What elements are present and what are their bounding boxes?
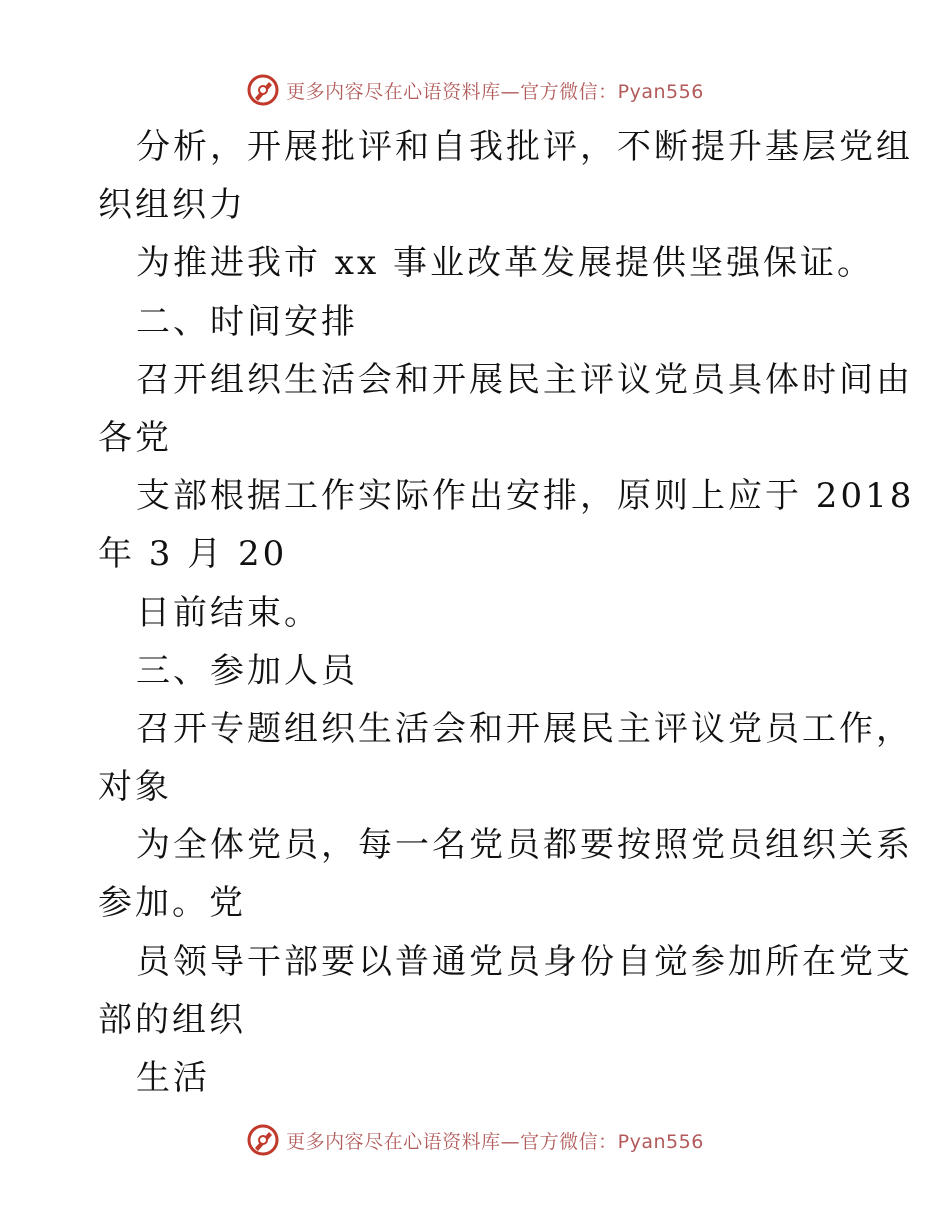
- body-text: [98, 118, 915, 1107]
- text-line: 部的组织: [98, 999, 246, 1040]
- text-line: 年 3 月 20: [98, 534, 288, 575]
- text-line: 织组织力: [98, 185, 246, 226]
- pen-logo-icon: [246, 73, 280, 107]
- text-line: 召开专题组织生活会和开展民主评议党员工作，: [136, 708, 913, 749]
- text-line: 为推进我市 xx 事业改革发展提供坚强保证。: [136, 243, 874, 284]
- text-line: 员领导干部要以普通党员身份自觉参加所在党支: [136, 941, 913, 982]
- text-line: 召开组织生活会和开展民主评议党员具体时间由: [136, 359, 913, 400]
- text-line: 参加。党: [98, 883, 246, 924]
- pen-logo-icon: [246, 1123, 280, 1157]
- text-line: 生活: [136, 1058, 210, 1098]
- text-line: 对象: [98, 767, 172, 808]
- text-line: 日前结束。: [136, 592, 321, 633]
- footer-banner: [0, 1120, 950, 1160]
- header-banner: [0, 70, 950, 110]
- text-line: 分析，开展批评和自我批评，不断提升基层党组: [136, 127, 913, 167]
- text-line: 为全体党员，每一名党员都要按照党员组织关系: [136, 825, 913, 866]
- section-heading: 二、时间安排: [136, 301, 358, 342]
- header-banner-text: 更多内容尽在心语资料库—官方微信：Pyan556: [286, 80, 704, 103]
- text-line: 各党: [98, 417, 172, 458]
- section-heading: 三、参加人员: [136, 650, 358, 691]
- footer-banner-text: 更多内容尽在心语资料库—官方微信：Pyan556: [286, 1130, 704, 1153]
- text-line: 支部根据工作实际作出安排，原则上应于 2018: [136, 476, 915, 517]
